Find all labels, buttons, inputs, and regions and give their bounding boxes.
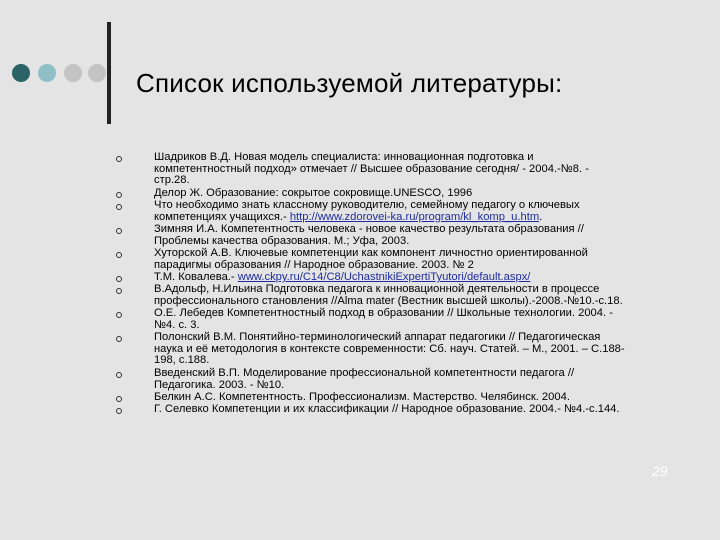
reference-line: компетентностный подход» отмечает // Высшее образование сегодня/ - 2004.-№8. - — [154, 162, 589, 175]
reference-list — [116, 152, 672, 416]
slide-title: Список используемой литературы: — [136, 68, 563, 98]
reference-line: Полонский В.М. Понятийно-терминологический аппарат педагогики // Педагогическая — [154, 331, 601, 343]
circle-bullet-icon — [116, 336, 122, 342]
reference-line: Зимняя И.А. Компетентность человека - новое качество результата образования // — [154, 223, 584, 235]
reference-line: парадигмы образования // Народное образование. 2003. № 2 — [154, 258, 474, 271]
list-item — [116, 200, 672, 224]
list-item — [116, 332, 672, 368]
light-dot-icon — [88, 64, 106, 82]
reference-line: О.Е. Лебедев Компетентностный подход в образовании // Школьные технологии. 2004. - — [154, 307, 613, 319]
reference-line: Проблемы качества образования. М.; Уфа, 2003. — [154, 234, 410, 247]
page-number: 29 — [652, 463, 668, 479]
reference-line: Что необходимо знать классному руководителю, семейному педагогу о ключевых — [154, 199, 580, 211]
reference-line: профессионального становления //Alma mater (Вестник высшей школы).-2008.-№10.-с.18. — [154, 294, 623, 307]
circle-bullet-icon — [116, 156, 122, 162]
circle-bullet-icon — [116, 192, 122, 198]
reference-link[interactable]: www.ckpy.ru/C14/C8/UchastnikiExpertiTyutori/default.aspx/ — [237, 271, 531, 283]
reference-line: Введенский В.П. Моделирование профессиональной компетентности педагога // — [154, 367, 575, 379]
list-item — [116, 368, 672, 392]
reference-line: наука и её методология в контексте современности: Сб. науч. Статей. – М., 2001. – С.188- — [154, 342, 625, 355]
reference-line: компетенциях учащихся.- — [154, 210, 290, 223]
list-item — [116, 404, 672, 416]
circle-bullet-icon — [116, 408, 122, 414]
circle-bullet-icon — [116, 396, 122, 402]
reference-line: Делор Ж. Образование: сокрытое сокровище.UNESCO, 1996 — [154, 187, 473, 199]
list-item — [116, 284, 672, 308]
circle-bullet-icon — [116, 252, 122, 258]
reference-line: 198, с.188. — [154, 354, 210, 367]
reference-line: Белкин А.С. Компетентность. Профессионализм. Мастерство. Челябинск. 2004. — [154, 391, 570, 403]
reference-line: . — [539, 210, 543, 223]
dark-dot-icon — [12, 64, 30, 82]
reference-line: Т.М. Ковалева.- — [154, 271, 238, 283]
light-dot-icon — [64, 64, 82, 82]
circle-bullet-icon — [116, 276, 122, 282]
reference-line: В.Адольф, Н.Ильина Подготовка педагога к инновационной деятельности в процессе — [154, 283, 600, 295]
reference-link[interactable]: http://www.zdorovei-ka.ru/program/kl_komp_u.htm — [289, 210, 540, 223]
reference-line: Хуторской А.В. Ключевые компетенции как компонент личностно ориентированной — [154, 247, 588, 259]
circle-bullet-icon — [116, 228, 122, 234]
circle-bullet-icon — [116, 204, 122, 210]
title-divider — [107, 22, 111, 124]
decorative-dots — [12, 64, 102, 84]
reference-line: №4. с. 3. — [154, 318, 200, 331]
reference-line: стр.28. — [154, 174, 190, 187]
teal-dot-icon — [38, 64, 56, 82]
circle-bullet-icon — [116, 288, 122, 294]
list-item — [116, 152, 672, 188]
reference-line: Г. Селевко Компетенции и их классификации // Народное образование. 2004.- №4.-с.144. — [154, 403, 620, 415]
list-item — [116, 308, 672, 332]
reference-line: Шадриков В.Д. Новая модель специалиста: инновационная подготовка и — [154, 151, 534, 163]
list-item — [116, 248, 672, 272]
circle-bullet-icon — [116, 312, 122, 318]
list-item — [116, 224, 672, 248]
circle-bullet-icon — [116, 372, 122, 378]
reference-line: Педагогика. 2003. - №10. — [154, 378, 285, 391]
